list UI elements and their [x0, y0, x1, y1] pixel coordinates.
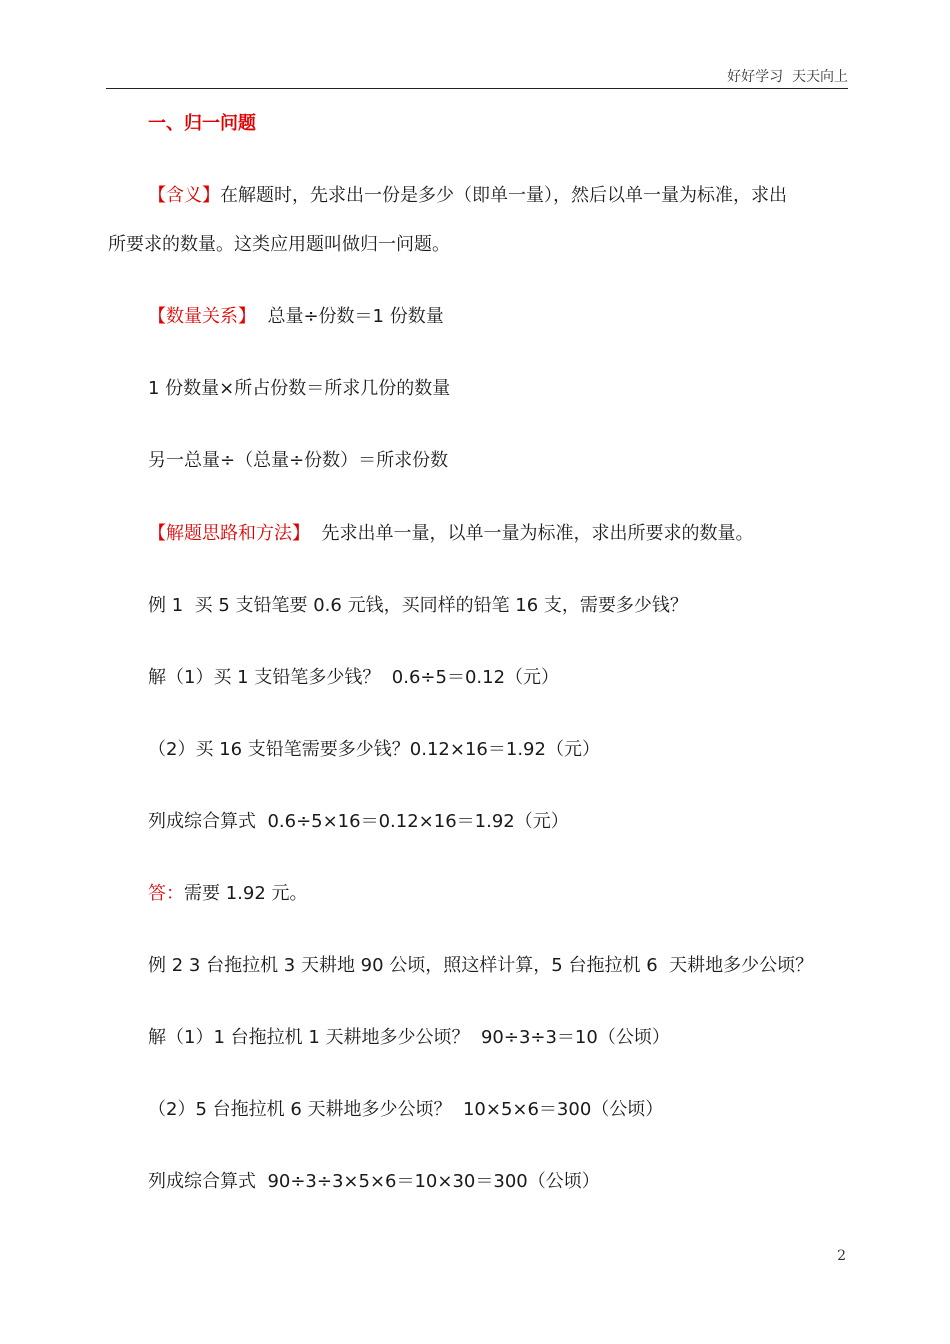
meaning-label: 【含义】 [148, 185, 220, 206]
meaning-text-line2: 所要求的数量。这类应用题叫做归一问题。 [108, 234, 450, 255]
example1-step1: 解（1）买 1 支铅笔多少钱？ 0.6÷5＝0.12（元） [148, 667, 560, 688]
meaning-paragraph-line1 [148, 184, 787, 208]
method-text: 先求出单一量，以单一量为标准，求出所要求的数量。 [310, 523, 754, 544]
page-header-text: 好好学习 天天向上 [727, 69, 848, 85]
example1-question: 例 1 买 5 支铅笔要 0.6 元钱，买同样的铅笔 16 支，需要多少钱？ [148, 595, 688, 616]
example2-question: 例 2 3 台拖拉机 3 天耕地 90 公顷，照这样计算，5 台拖拉机 6 天耕地多少公顷？ [148, 955, 814, 976]
method-label: 【解题思路和方法】 [148, 523, 310, 544]
meaning-text-line1: 在解题时，先求出一份是多少（即单一量），然后以单一量为标准，求出 [220, 185, 787, 206]
answer-text: 需要 1.92 元。 [184, 883, 308, 904]
relation-formula3: 另一总量÷（总量÷份数）＝所求份数 [148, 450, 449, 471]
method-line [148, 522, 753, 546]
answer-label: 答： [148, 883, 184, 904]
example2-step2: （2）5 台拖拉机 6 天耕地多少公顷？ 10×5×6＝300（公顷） [148, 1099, 664, 1120]
page-number: 2 [837, 1248, 846, 1264]
relation-formula1: 总量÷份数＝1 份数量 [256, 306, 444, 327]
header-divider [106, 88, 848, 89]
example1-combined: 列成综合算式 0.6÷5×16＝0.12×16＝1.92（元） [148, 811, 569, 832]
relation-formula2: 1 份数量×所占份数＝所求几份的数量 [148, 378, 451, 399]
example2-combined: 列成综合算式 90÷3÷3×5×6＝10×30＝300（公顷） [148, 1171, 600, 1192]
relation-line1 [148, 305, 444, 329]
example1-answer [148, 882, 308, 906]
section-title: 一、归一问题 [148, 113, 256, 134]
example2-step1: 解（1）1 台拖拉机 1 天耕地多少公顷？ 90÷3÷3＝10（公顷） [148, 1027, 670, 1048]
example1-step2: （2）买 16 支铅笔需要多少钱？0.12×16＝1.92（元） [148, 739, 600, 760]
relation-label: 【数量关系】 [148, 306, 256, 327]
